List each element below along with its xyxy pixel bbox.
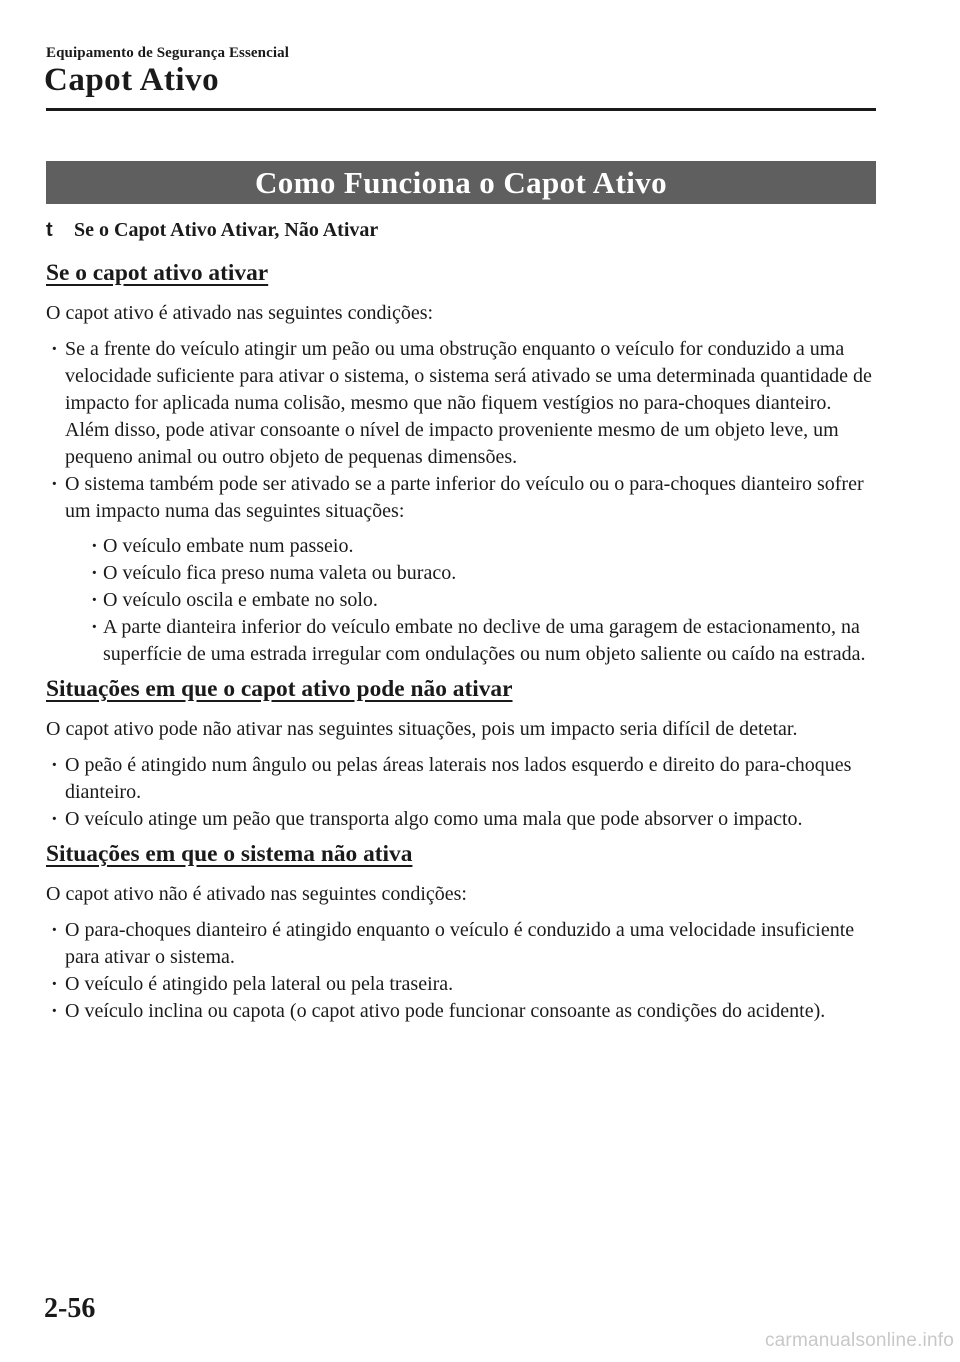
section-intro: O capot ativo pode não ativar nas seguintes situações, pois um impacto seria difícil de detetar. [46,718,798,740]
section-intro: O capot ativo não é ativado nas seguintes condições: [46,883,467,905]
chapter-name: Equipamento de Segurança Essencial [46,45,290,61]
sub-bullet-list [87,533,876,668]
list-item: · O veículo atinge um peão que transporta algo como uma mala que pode absorver o impacto. [46,806,876,833]
subheading [46,219,378,242]
list-item-text: O sistema também pode ser ativado se a parte inferior do veículo ou o para-choques dianteiro sofrer um impacto numa das seguintes situações: [65,473,864,522]
list-item: · O veículo é atingido pela lateral ou pela traseira. [46,971,876,998]
section-intro: O capot ativo é ativado nas seguintes condições: [46,302,434,324]
bullet-list [46,917,876,1025]
list-item: · O peão é atingido num ângulo ou pelas áreas laterais nos lados esquerdo e direito do para-choques dianteiro. [46,752,876,806]
list-item: · O veículo fica preso numa valeta ou buraco. [87,560,876,587]
bullet-list [46,752,876,833]
list-item: · O veículo oscila e embate no solo. [87,587,876,614]
list-item: · O para-choques dianteiro é atingido enquanto o veículo é conduzido a uma velocidade insuficiente para ativar o sistema. [46,917,876,971]
bullet-list [46,336,876,668]
content-body [46,260,876,1033]
subheading-text: Se o Capot Ativo Ativar, Não Ativar [74,219,379,241]
section-title: Situações em que o capot ativo pode não ativar [46,676,513,702]
header-divider [46,108,876,111]
subheading-marker: t [46,219,53,241]
section-title: Situações em que o sistema não ativa [46,841,413,867]
section-banner: Como Funciona o Capot Ativo [46,161,876,204]
section-title: Se o capot ativo ativar [46,260,269,286]
list-item: · Se a frente do veículo atingir um peão ou uma obstrução enquanto o veículo for conduzido a uma velocidade suficiente para ativar o sistema, o sistema será ativado se uma determinada quantidade de impacto for aplicada numa colisão, mesmo que não fiquem vestígios no para-choques dianteiro. Além disso, pode ativar consoante o nível de impacto proveniente mesmo de um objeto leve, um pequeno animal ou outro objeto de pequenas dimensões. [46,336,876,471]
watermark-text: carmanualsonline.info [764,1330,954,1351]
page-number: 2-56 [44,1293,96,1324]
list-item [46,471,876,668]
list-item: · O veículo embate num passeio. [87,533,876,560]
list-item: · A parte dianteira inferior do veículo embate no declive de uma garagem de estacionamento, na superfície de uma estrada irregular com ondulações ou num objeto saliente ou caído na estrada. [87,614,876,668]
page-title: Capot Ativo [44,62,220,98]
list-item: · O veículo inclina ou capota (o capot ativo pode funcionar consoante as condições do acidente). [46,998,876,1025]
